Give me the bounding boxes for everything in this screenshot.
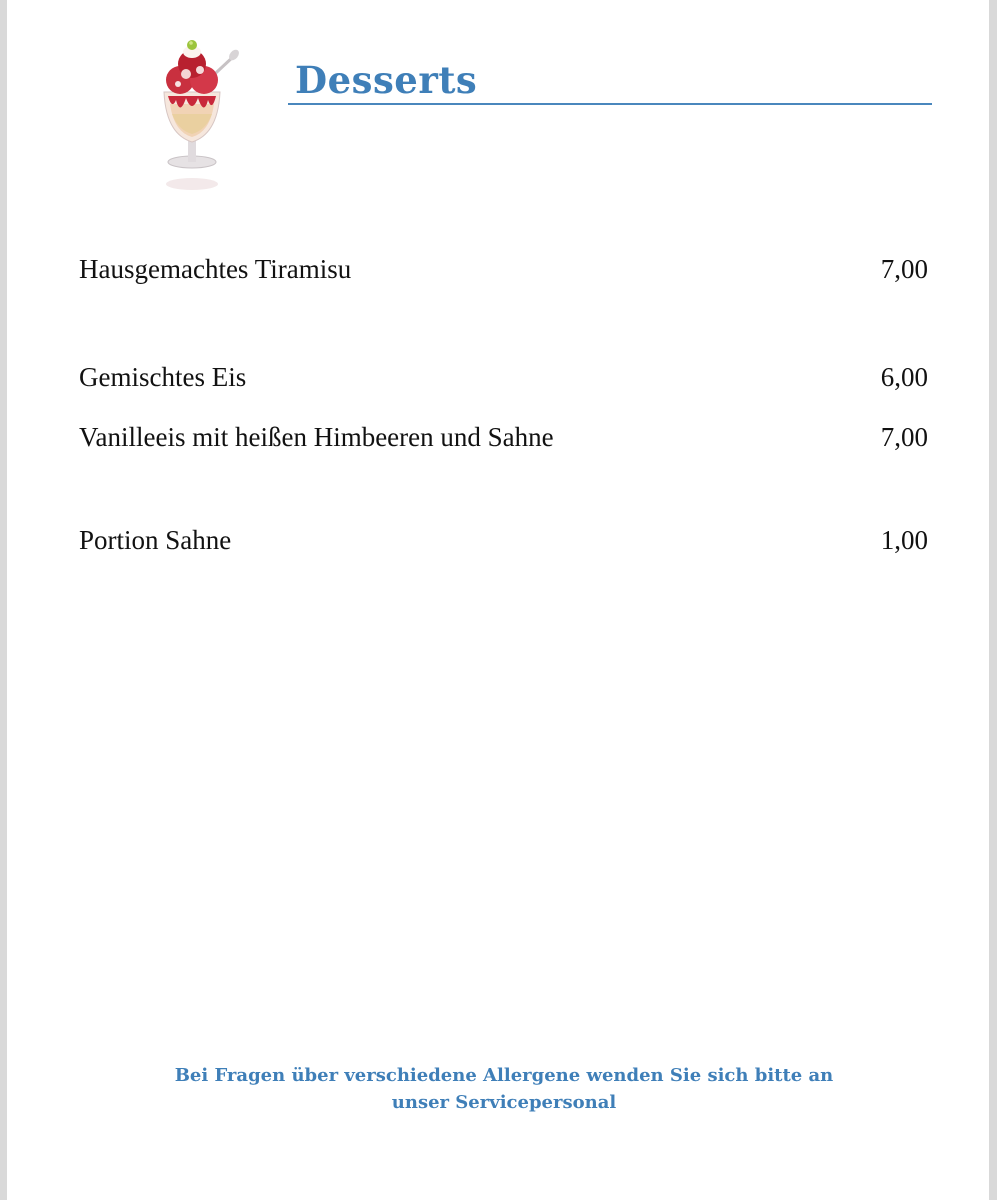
page-title: Desserts (295, 58, 478, 102)
menu-item-name: Gemischtes Eis (79, 362, 247, 392)
menu-item-name: Hausgemachtes Tiramisu (79, 254, 352, 284)
allergen-notice (7, 1062, 997, 1116)
ice-cream-sundae-icon (142, 34, 242, 194)
menu-item-price: 7,00 (880, 422, 928, 452)
menu-item-price: 7,00 (880, 254, 928, 284)
menu-item-name: Vanilleeis mit heißen Himbeeren und Sahne (79, 422, 554, 452)
menu-item-price: 1,00 (880, 525, 928, 555)
menu-item-name: Portion Sahne (79, 525, 232, 555)
title-divider (288, 103, 932, 105)
menu-page (7, 0, 989, 1200)
allergen-notice-line-1: Bei Fragen über verschiedene Allergene wenden Sie sich bitte an (174, 1065, 834, 1086)
menu-item-price: 6,00 (880, 362, 928, 392)
allergen-notice-line-2: unser Servicepersonal (391, 1092, 617, 1113)
